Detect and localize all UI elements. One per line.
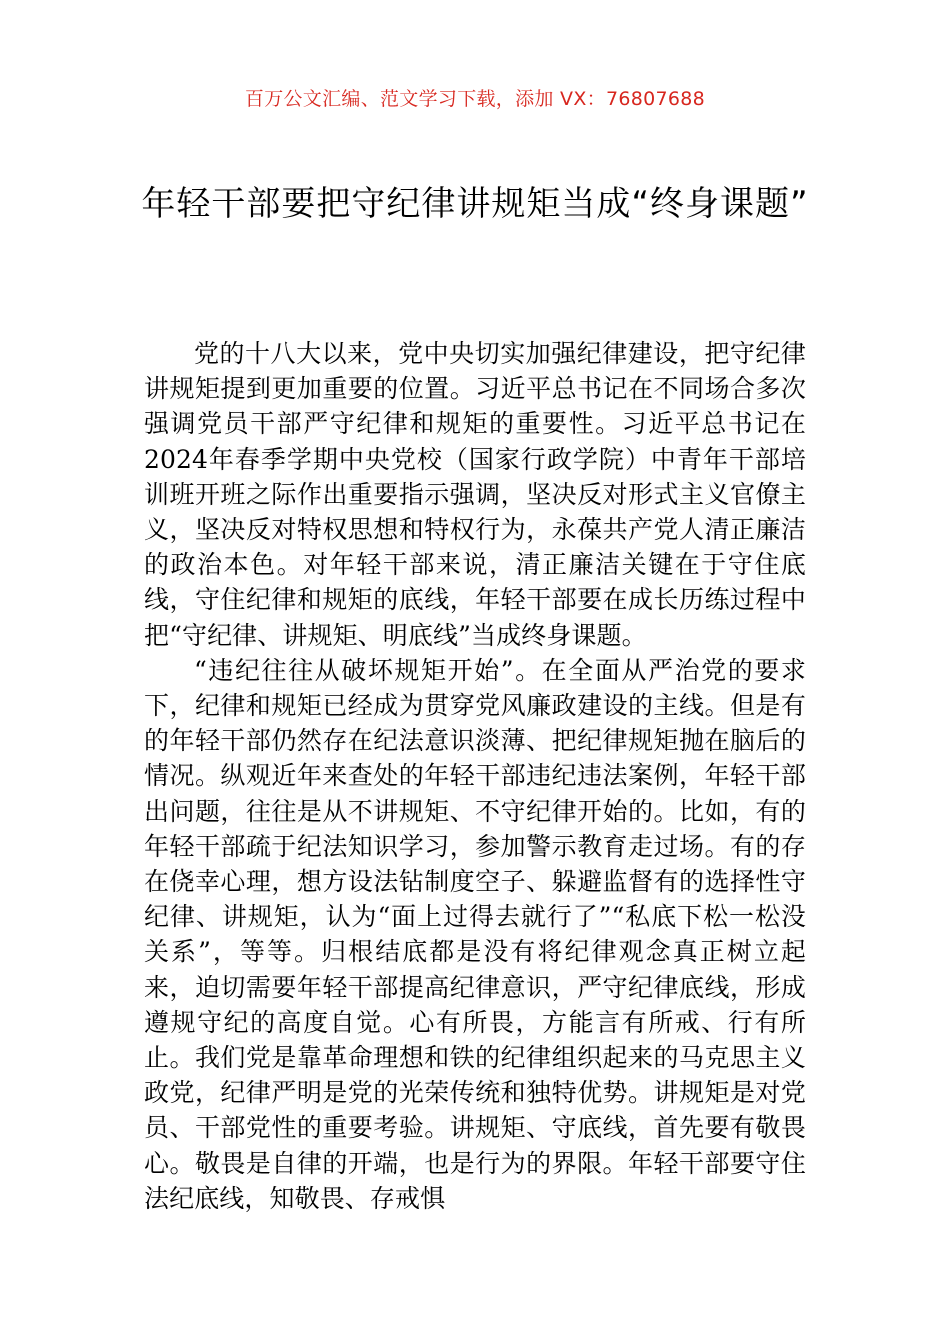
header-banner: 百万公文汇编、范文学习下载，添加 VX：76807688 bbox=[244, 88, 706, 110]
paragraph-1: 党的十八大以来，党中央切实加强纪律建设，把守纪律讲规矩提到更加重要的位置。习近平总书记在不同场合多次强调党员干部严守纪律和规矩的重要性。习近平总书记在2024年春季学期中央党校（国家行政学院）中青年干部培训班开班之际作出重要指示强调，坚决反对形式主义官僚主义，坚决反对特权思想和特权行为，永葆共产党人清正廉洁的政治本色。对年轻干部来说，清正廉洁关键在于守住底线，守住纪律和规矩的底线，年轻干部要在成长历练过程中把“守纪律、讲规矩、明底线”当成终身课题。 bbox=[144, 339, 806, 650]
document-title: 年轻干部要把守纪律讲规矩当成“终身课题” bbox=[141, 184, 809, 224]
paragraph-2: “违纪往往从破坏规矩开始”。在全面从严治党的要求下，纪律和规矩已经成为贯穿党风廉政建设的主线。但是有的年轻干部仍然存在纪法意识淡薄、把纪律规矩抛在脑后的情况。纵观近年来查处的年轻干部违纪违法案例，年轻干部出问题，往往是从不讲规矩、不守纪律开始的。比如，有的年轻干部疏于纪法知识学习，参加警示教育走过场。有的存在侥幸心理，想方设法钻制度空子、躲避监督有的选择性守纪律、讲规矩，认为“面上过得去就行了”“私底下松一松没关系”，等等。归根结底都是没有将纪律观念真正树立起来，迫切需要年轻干部提高纪律意识，严守纪律底线，形成遵规守纪的高度自觉。心有所畏，方能言有所戒、行有所止。我们党是靠革命理想和铁的纪律组织起来的马克思主义政党，纪律严明是党的光荣传统和独特优势。讲规矩是对党员、干部党性的重要考验。讲规矩、守底线，首先要有敬畏心。敬畏是自律的开端，也是行为的界限。年轻干部要守住法纪底线，知敬畏、存戒惧 bbox=[144, 655, 806, 1213]
document-body bbox=[144, 336, 806, 1216]
